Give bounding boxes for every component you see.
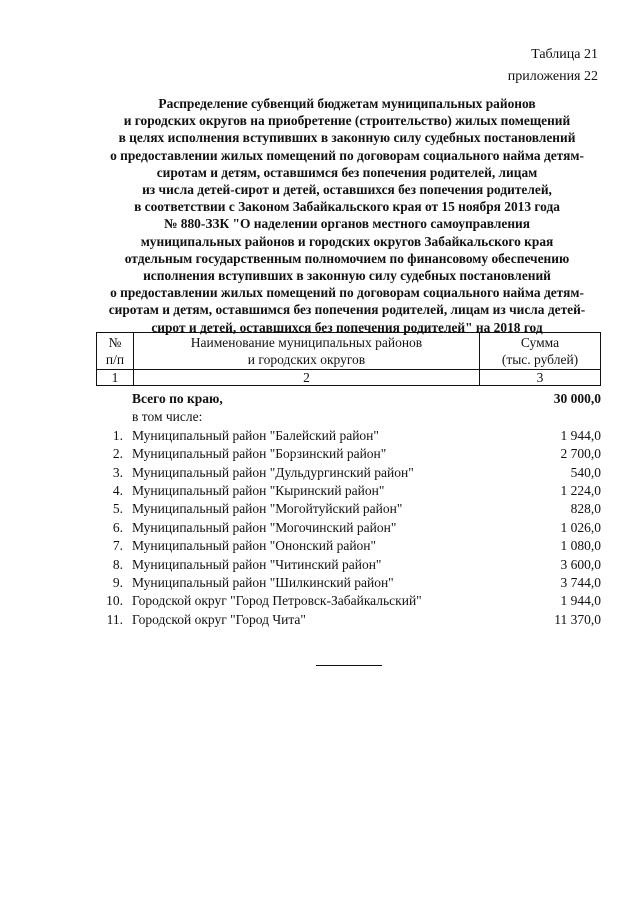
row-name: Муниципальный район "Кыринский район" (132, 482, 385, 498)
row-amount: 540,0 (570, 464, 601, 480)
row-amount: 3 600,0 (560, 556, 601, 572)
row-number: 5. (112, 501, 123, 517)
title-line: сиротам и детям, оставшимся без попечения родителей, лицам (156, 164, 538, 180)
total-amount: 30 000,0 (553, 391, 601, 406)
total-label: Всего по краю, (132, 391, 223, 406)
title-line: отдельным государственным полномочием по финансовому обеспечению (124, 250, 570, 266)
header-sum-cell (480, 333, 601, 370)
column-number: 2 (134, 370, 480, 386)
table-body (96, 390, 601, 629)
table-row (96, 464, 601, 482)
subtotal-caption: в том числе: (132, 409, 203, 425)
header-number-line2: п/п (105, 352, 125, 367)
title-line: о предоставлении жилых помещений по договорам социального найма детям- (110, 147, 584, 163)
header-name-line2: и городских округов (247, 352, 366, 367)
row-amount: 3 744,0 (560, 574, 601, 590)
subtotal-caption-row (96, 408, 601, 426)
title-line: исполнения вступивших в законную силу судебных постановлений (143, 268, 551, 284)
title-line: № 880-ЗЗК "О наделении органов местного самоуправления (163, 216, 530, 232)
table-row (96, 445, 601, 463)
title-line: в целях исполнения вступивших в законную силу судебных постановлений (118, 130, 576, 146)
table-row (96, 592, 601, 610)
table-row (96, 500, 601, 518)
total-row (96, 390, 601, 408)
row-amount: 1 944,0 (560, 593, 601, 609)
row-number: 11. (106, 611, 123, 627)
row-name: Городской округ "Город Чита" (132, 611, 306, 627)
row-number: 6. (112, 519, 123, 535)
row-amount: 11 370,0 (554, 611, 601, 627)
row-amount: 828,0 (570, 501, 601, 517)
header-name-cell (134, 333, 480, 370)
table-reference (508, 44, 598, 88)
row-amount: 1 224,0 (560, 482, 601, 498)
header-name-line1: Наименование муниципальных районов (190, 335, 423, 350)
row-number: 9. (112, 574, 123, 590)
title-line: сиротам и детям, оставшимся без попечения родителей, лицам из числа детей- (108, 302, 586, 318)
row-amount: 1 080,0 (560, 538, 601, 554)
row-name: Городской округ "Город Петровск-Забайкальский" (132, 593, 422, 609)
table-row (96, 611, 601, 629)
column-number: 1 (97, 370, 134, 386)
table-row (96, 519, 601, 537)
title-line: муниципальных районов и городских округов Забайкальского края (140, 233, 554, 249)
header-number-line1: № (108, 335, 122, 350)
table-row (96, 427, 601, 445)
row-name: Муниципальный район "Борзинский район" (132, 446, 387, 462)
header-row (97, 333, 601, 370)
title-line: в соответствии с Законом Забайкальского края от 15 ноября 2013 года (134, 199, 560, 215)
table-row (96, 556, 601, 574)
appendix-number: приложения 22 (507, 69, 598, 84)
row-name: Муниципальный район "Могочинский район" (132, 519, 397, 535)
title-line: Распределение субвенций бюджетам муниципальных районов (158, 96, 536, 111)
title-line: о предоставлении жилых помещений по договорам социального найма детям- (110, 285, 584, 301)
title-line: сирот и детей, оставшихся без попечения родителей" на 2018 год (151, 319, 543, 335)
table-row (96, 482, 601, 500)
column-number-row (97, 370, 601, 386)
row-number: 2. (112, 446, 123, 462)
table-number: Таблица 21 (531, 47, 598, 62)
row-number: 7. (112, 538, 123, 554)
row-name: Муниципальный район "Ононский район" (132, 538, 377, 554)
row-name: Муниципальный район "Балейский район" (132, 427, 379, 443)
row-number: 3. (112, 464, 123, 480)
row-number: 10. (106, 593, 123, 609)
header-sum-line1: Сумма (520, 335, 560, 350)
header-number-cell (97, 333, 134, 370)
row-amount: 1 026,0 (560, 519, 601, 535)
row-amount: 1 944,0 (560, 427, 601, 443)
closing-divider (316, 665, 382, 666)
row-amount: 2 700,0 (560, 446, 601, 462)
row-name: Муниципальный район "Дульдургинский район" (132, 464, 414, 480)
row-name: Муниципальный район "Читинский район" (132, 556, 382, 572)
title-line: и городских округов на приобретение (строительство) жилых помещений (123, 113, 571, 129)
header-sum-line2: (тыс. рублей) (501, 352, 579, 367)
row-name: Муниципальный район "Могойтуйский район" (132, 501, 403, 517)
column-number: 3 (480, 370, 601, 386)
document-title (92, 95, 602, 336)
table-row (96, 574, 601, 592)
title-line: из числа детей-сирот и детей, оставшихся без попечения родителей, (142, 182, 552, 198)
row-number: 1. (112, 427, 123, 443)
row-number: 4. (112, 482, 123, 498)
row-name: Муниципальный район "Шилкинский район" (132, 574, 394, 590)
row-number: 8. (112, 556, 123, 572)
table-row (96, 537, 601, 555)
table-header (96, 332, 601, 386)
